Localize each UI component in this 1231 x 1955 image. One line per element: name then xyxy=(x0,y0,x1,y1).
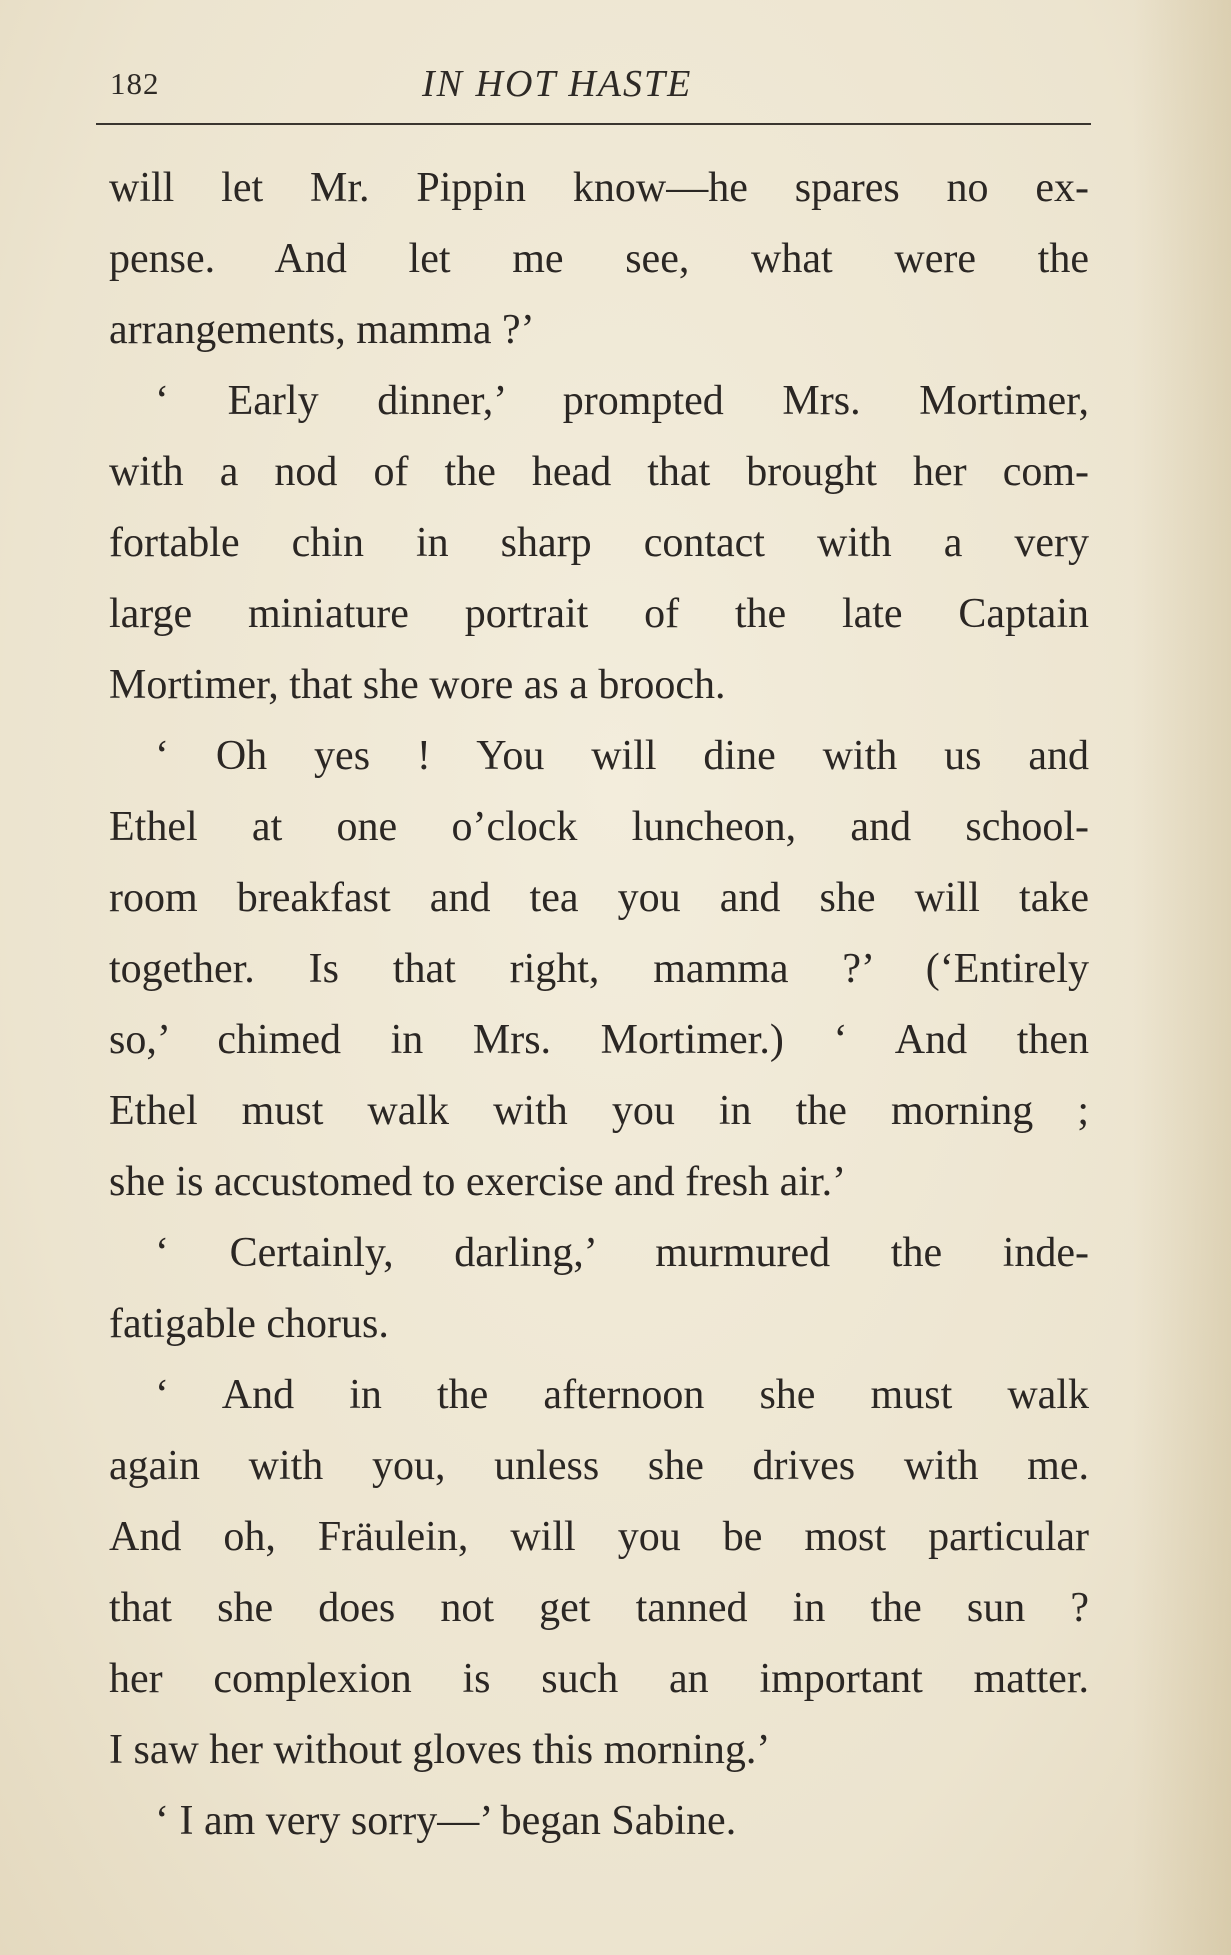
text-line: room breakfast and tea you and she will take xyxy=(109,875,1089,921)
text-line: with a nod of the head that brought her com- xyxy=(109,449,1089,495)
text-line: arrangements, mamma ?’ xyxy=(109,307,535,353)
page-header xyxy=(110,62,1090,112)
text-line: pense. And let me see, what were the xyxy=(109,236,1089,282)
text-line: fortable chin in sharp contact with a very xyxy=(109,520,1089,566)
page-number: 182 xyxy=(110,66,160,101)
text-line: ‘ Early dinner,’ prompted Mrs. Mortimer, xyxy=(155,378,1089,424)
text-line: And oh, Fräulein, will you be most particular xyxy=(109,1514,1089,1560)
body-text xyxy=(109,158,1089,1862)
text-line: ‘ Certainly, darling,’ murmured the inde- xyxy=(155,1230,1089,1276)
running-title: IN HOT HASTE xyxy=(422,63,693,105)
text-line: ‘ And in the afternoon she must walk xyxy=(155,1372,1089,1418)
text-line: ‘ I am very sorry—’ began Sabine. xyxy=(155,1798,737,1844)
text-line: she is accustomed to exercise and fresh air.’ xyxy=(109,1159,847,1205)
text-line: I saw her without gloves this morning.’ xyxy=(109,1727,771,1773)
text-line: again with you, unless she drives with me. xyxy=(109,1443,1089,1489)
text-line: will let Mr. Pippin know—he spares no ex- xyxy=(109,165,1089,211)
text-line: Mortimer, that she wore as a brooch. xyxy=(109,662,726,708)
text-line: that she does not get tanned in the sun ? xyxy=(109,1585,1089,1631)
text-line: Ethel must walk with you in the morning ; xyxy=(109,1088,1089,1134)
text-line: fatigable chorus. xyxy=(109,1301,389,1347)
text-line: large miniature portrait of the late Captain xyxy=(109,591,1089,637)
text-line: together. Is that right, mamma ?’ (‘Entirely xyxy=(109,946,1089,992)
text-line: so,’ chimed in Mrs. Mortimer.) ‘ And then xyxy=(109,1017,1089,1063)
header-rule xyxy=(96,123,1091,125)
text-line: Ethel at one o’clock luncheon, and school- xyxy=(109,804,1089,850)
text-line: ‘ Oh yes ! You will dine with us and xyxy=(155,733,1089,779)
text-line: her complexion is such an important matter. xyxy=(109,1656,1089,1702)
